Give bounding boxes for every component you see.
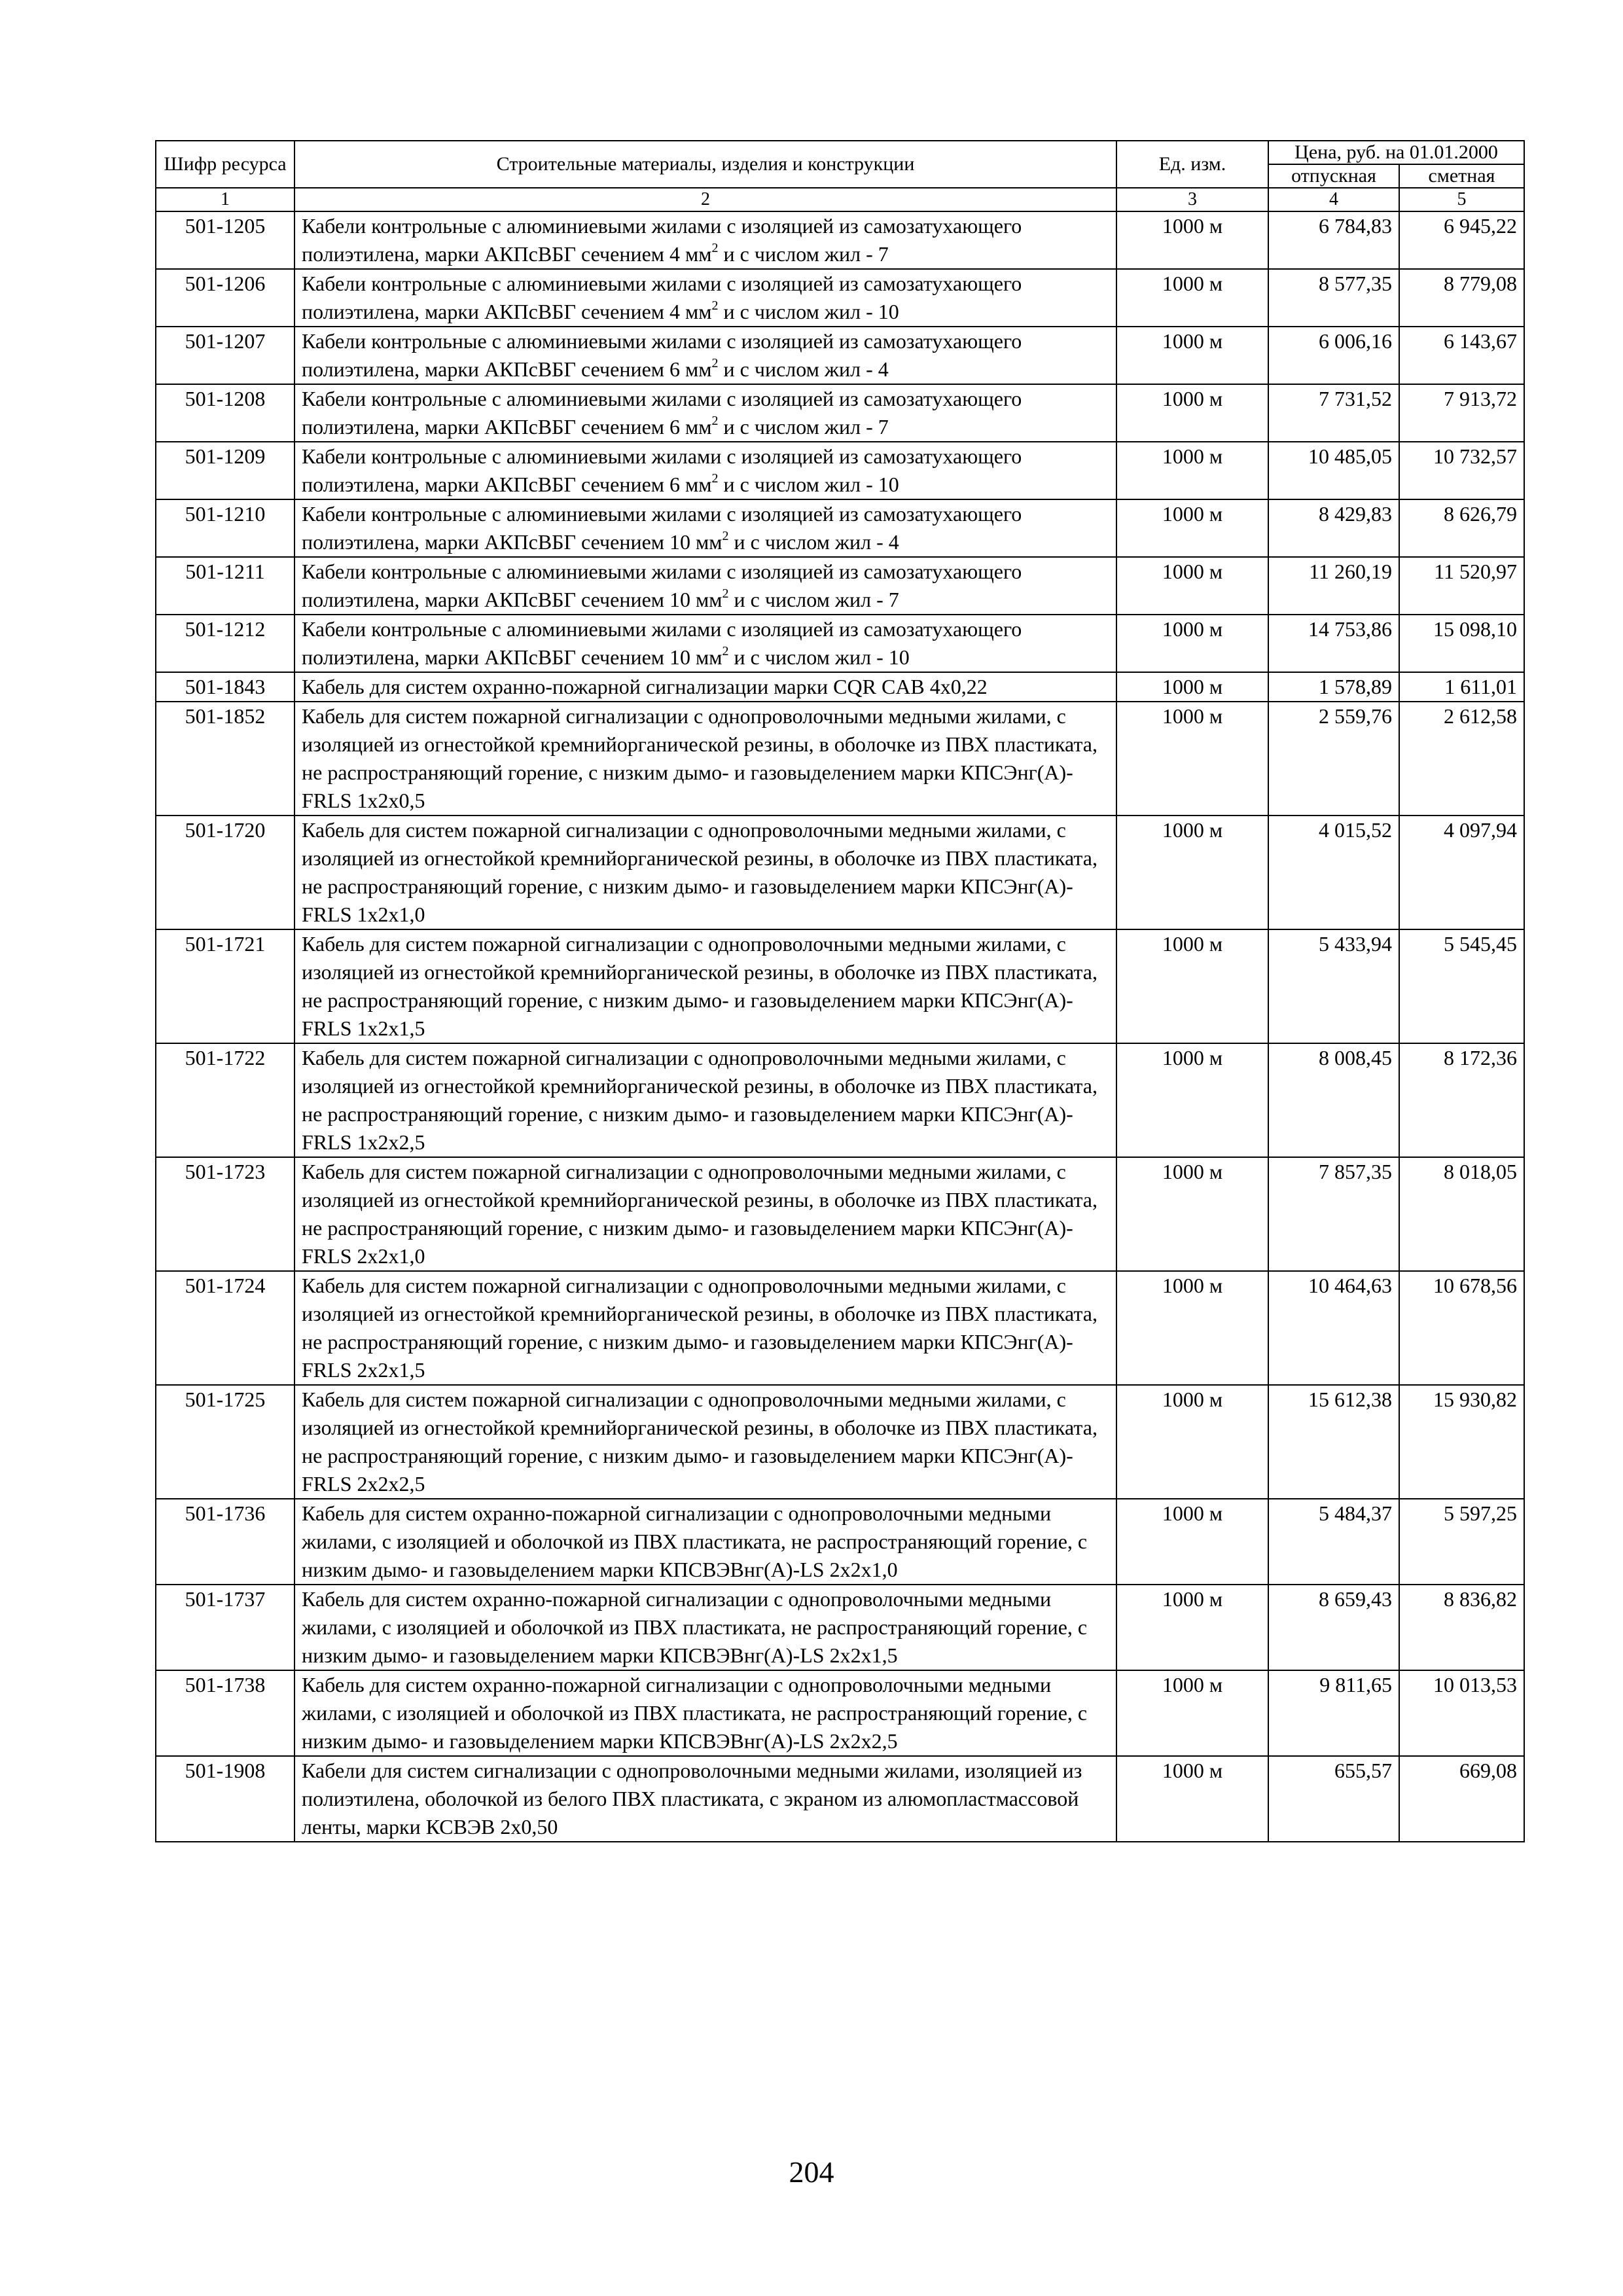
price-estimate: 1 611,01 <box>1399 672 1524 702</box>
unit: 1000 м <box>1116 1271 1268 1385</box>
material-name <box>294 1499 1116 1585</box>
table-row <box>156 1385 1524 1499</box>
table-row <box>156 442 1524 499</box>
material-name <box>294 816 1116 929</box>
price-wholesale: 7 857,35 <box>1268 1157 1399 1271</box>
price-estimate: 10 013,53 <box>1399 1670 1524 1756</box>
material-name-text: Кабель для систем пожарной сигнализации с однопроволочными медными жилами, с изоляцией из огнестойкой кремнийорганической резины, в оболочке из ПВХ пластиката, не распространяющий горение, с низким дымо- и газовыделением марки КПСЭнг(А)-FRLS 2x2x1,0 <box>302 1160 1097 1268</box>
price-wholesale: 10 485,05 <box>1268 442 1399 499</box>
table-row <box>156 269 1524 327</box>
unit: 1000 м <box>1116 816 1268 929</box>
price-wholesale: 1 578,89 <box>1268 672 1399 702</box>
table-row <box>156 1271 1524 1385</box>
unit: 1000 м <box>1116 327 1268 384</box>
unit: 1000 м <box>1116 615 1268 672</box>
material-name-text: Кабели контрольные с алюминиевыми жилами с изоляцией из самозатухающего полиэтилена, марки АКПсВБГ сечением 6 мм <box>302 444 1022 496</box>
material-name-text: Кабели контрольные с алюминиевыми жилами с изоляцией из самозатухающего полиэтилена, марки АКПсВБГ сечением 4 мм <box>302 214 1022 266</box>
resource-code: 501-1725 <box>156 1385 294 1499</box>
column-number: 4 <box>1268 188 1399 211</box>
material-name-tail: и с числом жил - 4 <box>728 530 899 554</box>
unit: 1000 м <box>1116 1043 1268 1157</box>
price-table <box>155 140 1525 1842</box>
price-estimate: 4 097,94 <box>1399 816 1524 929</box>
price-wholesale: 8 659,43 <box>1268 1585 1399 1670</box>
table-row <box>156 929 1524 1043</box>
material-name-text: Кабели контрольные с алюминиевыми жилами с изоляцией из самозатухающего полиэтилена, марки АКПсВБГ сечением 10 мм <box>302 617 1022 669</box>
resource-code: 501-1737 <box>156 1585 294 1670</box>
table-row <box>156 615 1524 672</box>
material-name-text: Кабель для систем охранно-пожарной сигнализации с однопроволочными медными жилами, с изоляцией и оболочкой из ПВХ пластиката, не распространяющий горение, с низким дымо- и газовыделением марки КПСВЭВнг(А)-LS 2x2x2,5 <box>302 1673 1088 1753</box>
material-name <box>294 557 1116 615</box>
price-estimate: 7 913,72 <box>1399 384 1524 442</box>
material-name-tail: и с числом жил - 10 <box>718 473 899 496</box>
material-name-tail: и с числом жил - 7 <box>718 415 889 439</box>
header-name: Строительные материалы, изделия и конструкции <box>294 141 1116 188</box>
unit: 1000 м <box>1116 1157 1268 1271</box>
table-row <box>156 557 1524 615</box>
table-row <box>156 702 1524 816</box>
material-name <box>294 672 1116 702</box>
table-row <box>156 499 1524 557</box>
price-estimate: 10 678,56 <box>1399 1271 1524 1385</box>
column-number: 2 <box>294 188 1116 211</box>
column-number: 1 <box>156 188 294 211</box>
superscript: 2 <box>711 356 719 371</box>
price-wholesale: 2 559,76 <box>1268 702 1399 816</box>
unit: 1000 м <box>1116 384 1268 442</box>
price-estimate: 10 732,57 <box>1399 442 1524 499</box>
unit: 1000 м <box>1116 1585 1268 1670</box>
price-estimate: 8 836,82 <box>1399 1585 1524 1670</box>
price-wholesale: 6 784,83 <box>1268 211 1399 269</box>
material-name-text: Кабель для систем охранно-пожарной сигнализации с однопроволочными медными жилами, с изоляцией и оболочкой из ПВХ пластиката, не распространяющий горение, с низким дымо- и газовыделением марки КПСВЭВнг(А)-LS 2x2x1,5 <box>302 1587 1088 1667</box>
material-name <box>294 327 1116 384</box>
resource-code: 501-1205 <box>156 211 294 269</box>
price-wholesale: 4 015,52 <box>1268 816 1399 929</box>
price-wholesale: 655,57 <box>1268 1756 1399 1842</box>
superscript: 2 <box>711 471 719 486</box>
material-name-text: Кабель для систем пожарной сигнализации с однопроволочными медными жилами, с изоляцией из огнестойкой кремнийорганической резины, в оболочке из ПВХ пластиката, не распространяющий горение, с низким дымо- и газовыделением марки КПСЭнг(А)-FRLS 1x2x1,5 <box>302 932 1097 1040</box>
price-wholesale: 7 731,52 <box>1268 384 1399 442</box>
unit: 1000 м <box>1116 1385 1268 1499</box>
price-wholesale: 8 008,45 <box>1268 1043 1399 1157</box>
material-name <box>294 269 1116 327</box>
unit: 1000 м <box>1116 1670 1268 1756</box>
resource-code: 501-1720 <box>156 816 294 929</box>
price-estimate: 15 930,82 <box>1399 1385 1524 1499</box>
price-estimate: 6 143,67 <box>1399 327 1524 384</box>
material-name-text: Кабели контрольные с алюминиевыми жилами с изоляцией из самозатухающего полиэтилена, марки АКПсВБГ сечением 10 мм <box>302 502 1022 554</box>
price-wholesale: 6 006,16 <box>1268 327 1399 384</box>
price-estimate: 8 779,08 <box>1399 269 1524 327</box>
resource-code: 501-1852 <box>156 702 294 816</box>
material-name-text: Кабель для систем охранно-пожарной сигнализации с однопроволочными медными жилами, с изоляцией и оболочкой из ПВХ пластиката, не распространяющий горение, с низким дымо- и газовыделением марки КПСВЭВнг(А)-LS 2x2x1,0 <box>302 1501 1088 1581</box>
unit: 1000 м <box>1116 269 1268 327</box>
price-estimate: 15 098,10 <box>1399 615 1524 672</box>
unit: 1000 м <box>1116 211 1268 269</box>
table-row <box>156 1043 1524 1157</box>
column-number: 3 <box>1116 188 1268 211</box>
table-row <box>156 327 1524 384</box>
material-name <box>294 1385 1116 1499</box>
unit: 1000 м <box>1116 557 1268 615</box>
table-row <box>156 672 1524 702</box>
unit: 1000 м <box>1116 1756 1268 1842</box>
material-name <box>294 702 1116 816</box>
material-name-tail: и с числом жил - 10 <box>728 645 910 669</box>
superscript: 2 <box>711 241 719 256</box>
price-estimate: 8 172,36 <box>1399 1043 1524 1157</box>
price-estimate: 8 626,79 <box>1399 499 1524 557</box>
material-name-text: Кабель для систем охранно-пожарной сигнализации марки CQR CAB 4x0,22 <box>302 675 988 698</box>
material-name <box>294 442 1116 499</box>
material-name <box>294 1585 1116 1670</box>
material-name-text: Кабель для систем пожарной сигнализации с однопроволочными медными жилами, с изоляцией из огнестойкой кремнийорганической резины, в оболочке из ПВХ пластиката, не распространяющий горение, с низким дымо- и газовыделением марки КПСЭнг(А)-FRLS 1x2x2,5 <box>302 1046 1097 1154</box>
header-unit: Ед. изм. <box>1116 141 1268 188</box>
price-wholesale: 5 484,37 <box>1268 1499 1399 1585</box>
resource-code: 501-1721 <box>156 929 294 1043</box>
material-name-text: Кабель для систем пожарной сигнализации с однопроволочными медными жилами, с изоляцией из огнестойкой кремнийорганической резины, в оболочке из ПВХ пластиката, не распространяющий горение, с низким дымо- и газовыделением марки КПСЭнг(А)-FRLS 1x2x1,0 <box>302 818 1097 926</box>
table-row <box>156 211 1524 269</box>
unit: 1000 м <box>1116 702 1268 816</box>
material-name-text: Кабели контрольные с алюминиевыми жилами с изоляцией из самозатухающего полиэтилена, марки АКПсВБГ сечением 6 мм <box>302 329 1022 381</box>
resource-code: 501-1723 <box>156 1157 294 1271</box>
unit: 1000 м <box>1116 929 1268 1043</box>
price-estimate: 5 597,25 <box>1399 1499 1524 1585</box>
material-name <box>294 615 1116 672</box>
resource-code: 501-1212 <box>156 615 294 672</box>
price-estimate: 669,08 <box>1399 1756 1524 1842</box>
resource-code: 501-1209 <box>156 442 294 499</box>
unit: 1000 м <box>1116 1499 1268 1585</box>
material-name <box>294 1271 1116 1385</box>
superscript: 2 <box>711 414 719 429</box>
resource-code: 501-1211 <box>156 557 294 615</box>
resource-code: 501-1843 <box>156 672 294 702</box>
price-sheet <box>155 140 1524 1842</box>
material-name <box>294 384 1116 442</box>
page-number: 204 <box>789 2155 834 2189</box>
header-estimate: сметная <box>1399 164 1524 188</box>
price-wholesale: 8 577,35 <box>1268 269 1399 327</box>
price-wholesale: 8 429,83 <box>1268 499 1399 557</box>
resource-code: 501-1206 <box>156 269 294 327</box>
material-name-text: Кабели контрольные с алюминиевыми жилами с изоляцией из самозатухающего полиэтилена, марки АКПсВБГ сечением 10 мм <box>302 560 1022 611</box>
table-row <box>156 1157 1524 1271</box>
superscript: 2 <box>722 644 729 659</box>
price-wholesale: 14 753,86 <box>1268 615 1399 672</box>
table-row <box>156 384 1524 442</box>
resource-code: 501-1908 <box>156 1756 294 1842</box>
material-name <box>294 1670 1116 1756</box>
resource-code: 501-1738 <box>156 1670 294 1756</box>
material-name <box>294 1756 1116 1842</box>
table-row <box>156 1585 1524 1670</box>
price-wholesale: 9 811,65 <box>1268 1670 1399 1756</box>
unit: 1000 м <box>1116 442 1268 499</box>
material-name-tail: и с числом жил - 7 <box>728 588 899 611</box>
table-row <box>156 1499 1524 1585</box>
resource-code: 501-1208 <box>156 384 294 442</box>
material-name-text: Кабель для систем пожарной сигнализации с однопроволочными медными жилами, с изоляцией из огнестойкой кремнийорганической резины, в оболочке из ПВХ пластиката, не распространяющий горение, с низким дымо- и газовыделением марки КПСЭнг(А)-FRLS 2x2x2,5 <box>302 1388 1097 1496</box>
material-name-text: Кабель для систем пожарной сигнализации с однопроволочными медными жилами, с изоляцией из огнестойкой кремнийорганической резины, в оболочке из ПВХ пластиката, не распространяющий горение, с низким дымо- и газовыделением марки КПСЭнг(А)-FRLS 1x2x0,5 <box>302 704 1097 812</box>
table-row <box>156 1670 1524 1756</box>
material-name-tail: и с числом жил - 10 <box>718 300 899 323</box>
material-name <box>294 211 1116 269</box>
price-estimate: 6 945,22 <box>1399 211 1524 269</box>
material-name-text: Кабели контрольные с алюминиевыми жилами с изоляцией из самозатухающего полиэтилена, марки АКПсВБГ сечением 6 мм <box>302 387 1022 439</box>
superscript: 2 <box>722 586 729 601</box>
price-estimate: 2 612,58 <box>1399 702 1524 816</box>
material-name <box>294 929 1116 1043</box>
material-name-text: Кабель для систем пожарной сигнализации с однопроволочными медными жилами, с изоляцией из огнестойкой кремнийорганической резины, в оболочке из ПВХ пластиката, не распространяющий горение, с низким дымо- и газовыделением марки КПСЭнг(А)-FRLS 2x2x1,5 <box>302 1274 1097 1382</box>
material-name <box>294 499 1116 557</box>
column-number: 5 <box>1399 188 1524 211</box>
table-row <box>156 816 1524 929</box>
superscript: 2 <box>711 298 719 314</box>
price-estimate: 11 520,97 <box>1399 557 1524 615</box>
resource-code: 501-1210 <box>156 499 294 557</box>
resource-code: 501-1736 <box>156 1499 294 1585</box>
price-wholesale: 11 260,19 <box>1268 557 1399 615</box>
material-name-tail: и с числом жил - 4 <box>718 357 889 381</box>
table-row <box>156 1756 1524 1842</box>
price-wholesale: 10 464,63 <box>1268 1271 1399 1385</box>
unit: 1000 м <box>1116 672 1268 702</box>
material-name-text: Кабели контрольные с алюминиевыми жилами с изоляцией из самозатухающего полиэтилена, марки АКПсВБГ сечением 4 мм <box>302 272 1022 323</box>
material-name-text: Кабели для систем сигнализации с однопроволочными медными жилами, изоляцией из полиэтилена, оболочкой из белого ПВХ пластиката, с экраном из алюмопластмассовой ленты, марки КСВЭВ 2x0,50 <box>302 1759 1082 1839</box>
price-wholesale: 5 433,94 <box>1268 929 1399 1043</box>
material-name-tail: и с числом жил - 7 <box>718 242 889 266</box>
header-price: Цена, руб. на 01.01.2000 <box>1268 141 1524 164</box>
material-name <box>294 1043 1116 1157</box>
resource-code: 501-1724 <box>156 1271 294 1385</box>
price-wholesale: 15 612,38 <box>1268 1385 1399 1499</box>
header-wholesale: отпускная <box>1268 164 1399 188</box>
price-estimate: 8 018,05 <box>1399 1157 1524 1271</box>
price-rows <box>156 211 1524 1842</box>
resource-code: 501-1722 <box>156 1043 294 1157</box>
price-estimate: 5 545,45 <box>1399 929 1524 1043</box>
header-code: Шифр ресурса <box>156 141 294 188</box>
material-name <box>294 1157 1116 1271</box>
superscript: 2 <box>722 529 729 544</box>
resource-code: 501-1207 <box>156 327 294 384</box>
unit: 1000 м <box>1116 499 1268 557</box>
